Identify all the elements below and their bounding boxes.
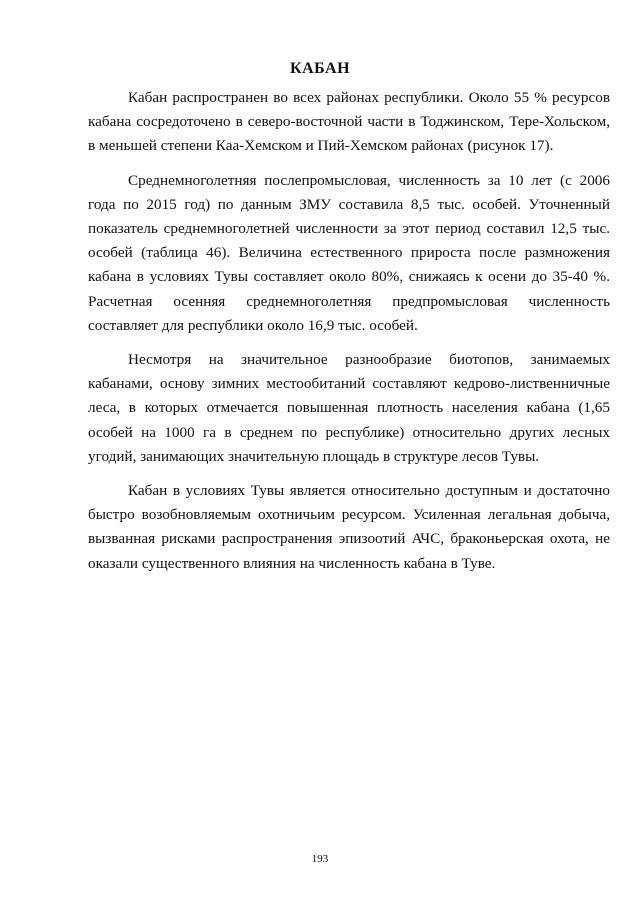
paragraph-hunting-resource: Кабан в условиях Тувы является относительно доступным и достаточно быстро возобновляемым охотничьим ресурсом. Усиленная легальная добыча, вызванная рисками распространения эпизоотий АЧС, браконьерская охота, не оказали существенного влияния на численность кабана в Туве. [88, 482, 610, 572]
paragraph-habitats: Несмотря на значительное разнообразие биотопов, занимаемых кабанами, основу зимних местообитаний составляют кедрово-лиственничные леса, в которых отмечается повышенная плотность населения кабана (1,65 особей на 1000 га в среднем по республике) относительно других лесных угодий, занимающих значительную площадь в структуре лесов Тувы. [88, 351, 610, 465]
paragraph-population: Среднемноголетняя послепромысловая, численность за 10 лет (с 2006 года по 2015 год) по данным ЗМУ составила 8,5 тыс. особей. Уточненный показатель среднемноголетней численности за этот период составил 12,5 тыс. особей (таблица 46). Величина естественного прироста после размножения кабана в условиях Тувы составляет около 80%, снижаясь к осени до 35-40 %. Расчетная осенняя среднемноголетняя предпромысловая численность составляет для республики около 16,9 тыс. особей. [88, 171, 610, 334]
body-text [88, 86, 610, 586]
page-number: 193 [311, 853, 329, 865]
section-title: КАБАН [289, 60, 351, 77]
paragraph-distribution: Кабан распространен во всех районах республики. Около 55 % ресурсов кабана сосредоточено в северо-восточной части в Тоджинском, Тере-Хольском, в меньшей степени Каа-Хемском и Пий-Хемском районах (рисунок 17). [88, 89, 610, 155]
